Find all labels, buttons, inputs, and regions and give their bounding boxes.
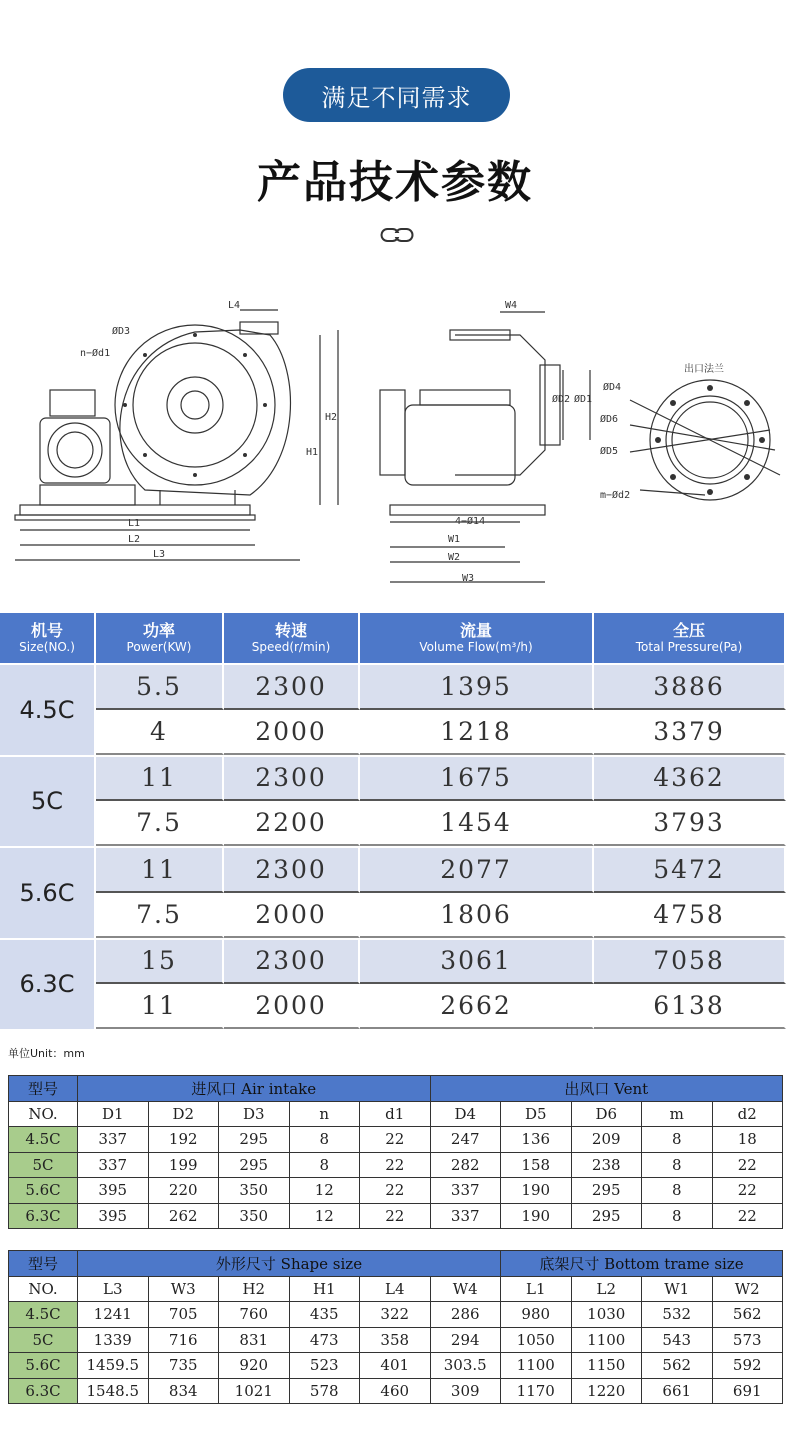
flange-view [630, 380, 780, 500]
performance-table [0, 613, 786, 1029]
table-row: 5.5 2300 1395 3886 [96, 665, 786, 710]
table-row: 6.3C 1548.5 834 1021 578 460 309 1170 1220 661 691 [9, 1378, 783, 1404]
dim-label: L3 [153, 549, 166, 560]
air-dimension-table [8, 1075, 783, 1229]
spec-group [0, 938, 786, 1030]
intake-header: 进风口 Air intake [78, 1076, 431, 1102]
dim-label: L1 [128, 518, 141, 529]
link-icon [380, 226, 414, 244]
table-row: 11 2000 2662 6138 [96, 984, 786, 1029]
table-row: 11 2300 2077 5472 [96, 848, 786, 893]
table-group-header [9, 1076, 783, 1102]
dim-label: ØD4 [603, 382, 622, 393]
column-header-row: NO. D1 D2 D3 n d1 D4 D5 D6 m d2 [9, 1101, 783, 1127]
table-row: 7.5 2200 1454 3793 [96, 801, 786, 846]
side-view [380, 312, 593, 582]
dim-label: 4−Ø14 [455, 516, 486, 527]
table-row: 4.5C 1241 705 760 435 322 286 980 1030 532 562 [9, 1302, 783, 1328]
page-title: 产品技术参数 [257, 157, 533, 208]
size-cell: 4.5C [0, 665, 96, 755]
model-header: 型号 [9, 1076, 78, 1102]
header-size: 机号 Size(NO.) [0, 613, 96, 663]
flange-labels [600, 362, 724, 501]
header-power: 功率 Power(KW) [96, 613, 224, 663]
model-header: 型号 [9, 1251, 78, 1277]
dim-label: L4 [228, 300, 241, 311]
dim-label: W3 [462, 573, 475, 584]
dim-label: ØD5 [600, 446, 619, 457]
unit-label: 单位Unit：mm [8, 1047, 85, 1060]
performance-table-header [0, 613, 786, 663]
dim-label: H1 [306, 447, 319, 458]
dim-label: ØD2 [552, 394, 571, 405]
vent-header: 出风口 Vent [430, 1076, 783, 1102]
table-row: 5.6C 1459.5 735 920 523 401 303.5 1100 1150 562 592 [9, 1353, 783, 1379]
size-cell: 5C [0, 757, 96, 847]
dim-label: W4 [505, 300, 518, 311]
dim-label: n−Ød1 [80, 348, 111, 359]
flange-title: 出口法兰 [684, 364, 724, 375]
table-row: 6.3C 395 262 350 12 22 337 190 295 8 22 [9, 1203, 783, 1229]
dim-label: m−Ød2 [600, 490, 631, 501]
table-row: 4 2000 1218 3379 [96, 710, 786, 755]
shape-dimension-table [8, 1250, 783, 1404]
spec-group [0, 846, 786, 938]
spec-group [0, 663, 786, 755]
table-row: 5C 337 199 295 8 22 282 158 238 8 22 [9, 1152, 783, 1178]
front-view-bolt-holes [123, 333, 267, 477]
header-flow: 流量 Volume Flow(m³/h) [360, 613, 594, 663]
spec-group [0, 755, 786, 847]
header-speed: 转速 Speed(r/min) [224, 613, 360, 663]
dim-label: ØD3 [112, 326, 131, 337]
table-row: 15 2300 3061 7058 [96, 940, 786, 985]
table-row: 4.5C 337 192 295 8 22 247 136 209 8 18 [9, 1127, 783, 1153]
section-pill: 满足不同需求 [283, 68, 510, 122]
dim-label: H2 [325, 412, 338, 423]
dim-label: ØD1 [574, 394, 593, 405]
fan-technical-drawing [0, 290, 790, 605]
column-header-row: NO. L3 W3 H2 H1 L4 W4 L1 L2 W1 W2 [9, 1276, 783, 1302]
size-cell: 6.3C [0, 940, 96, 1030]
size-cell: 5.6C [0, 848, 96, 938]
frame-header: 底架尺寸 Bottom trame size [501, 1251, 783, 1277]
dim-label: W1 [448, 534, 461, 545]
shape-header: 外形尺寸 Shape size [78, 1251, 501, 1277]
front-view [15, 310, 338, 560]
dim-label: W2 [448, 552, 461, 563]
table-group-header [9, 1251, 783, 1277]
side-view-labels [448, 300, 592, 584]
table-row: 7.5 2000 1806 4758 [96, 893, 786, 938]
dim-label: L2 [128, 534, 141, 545]
dim-label: ØD6 [600, 414, 619, 425]
table-row: 5.6C 395 220 350 12 22 337 190 295 8 22 [9, 1178, 783, 1204]
table-row: 5C 1339 716 831 473 358 294 1050 1100 543 573 [9, 1327, 783, 1353]
header-pressure: 全压 Total Pressure(Pa) [594, 613, 786, 663]
table-row: 11 2300 1675 4362 [96, 757, 786, 802]
